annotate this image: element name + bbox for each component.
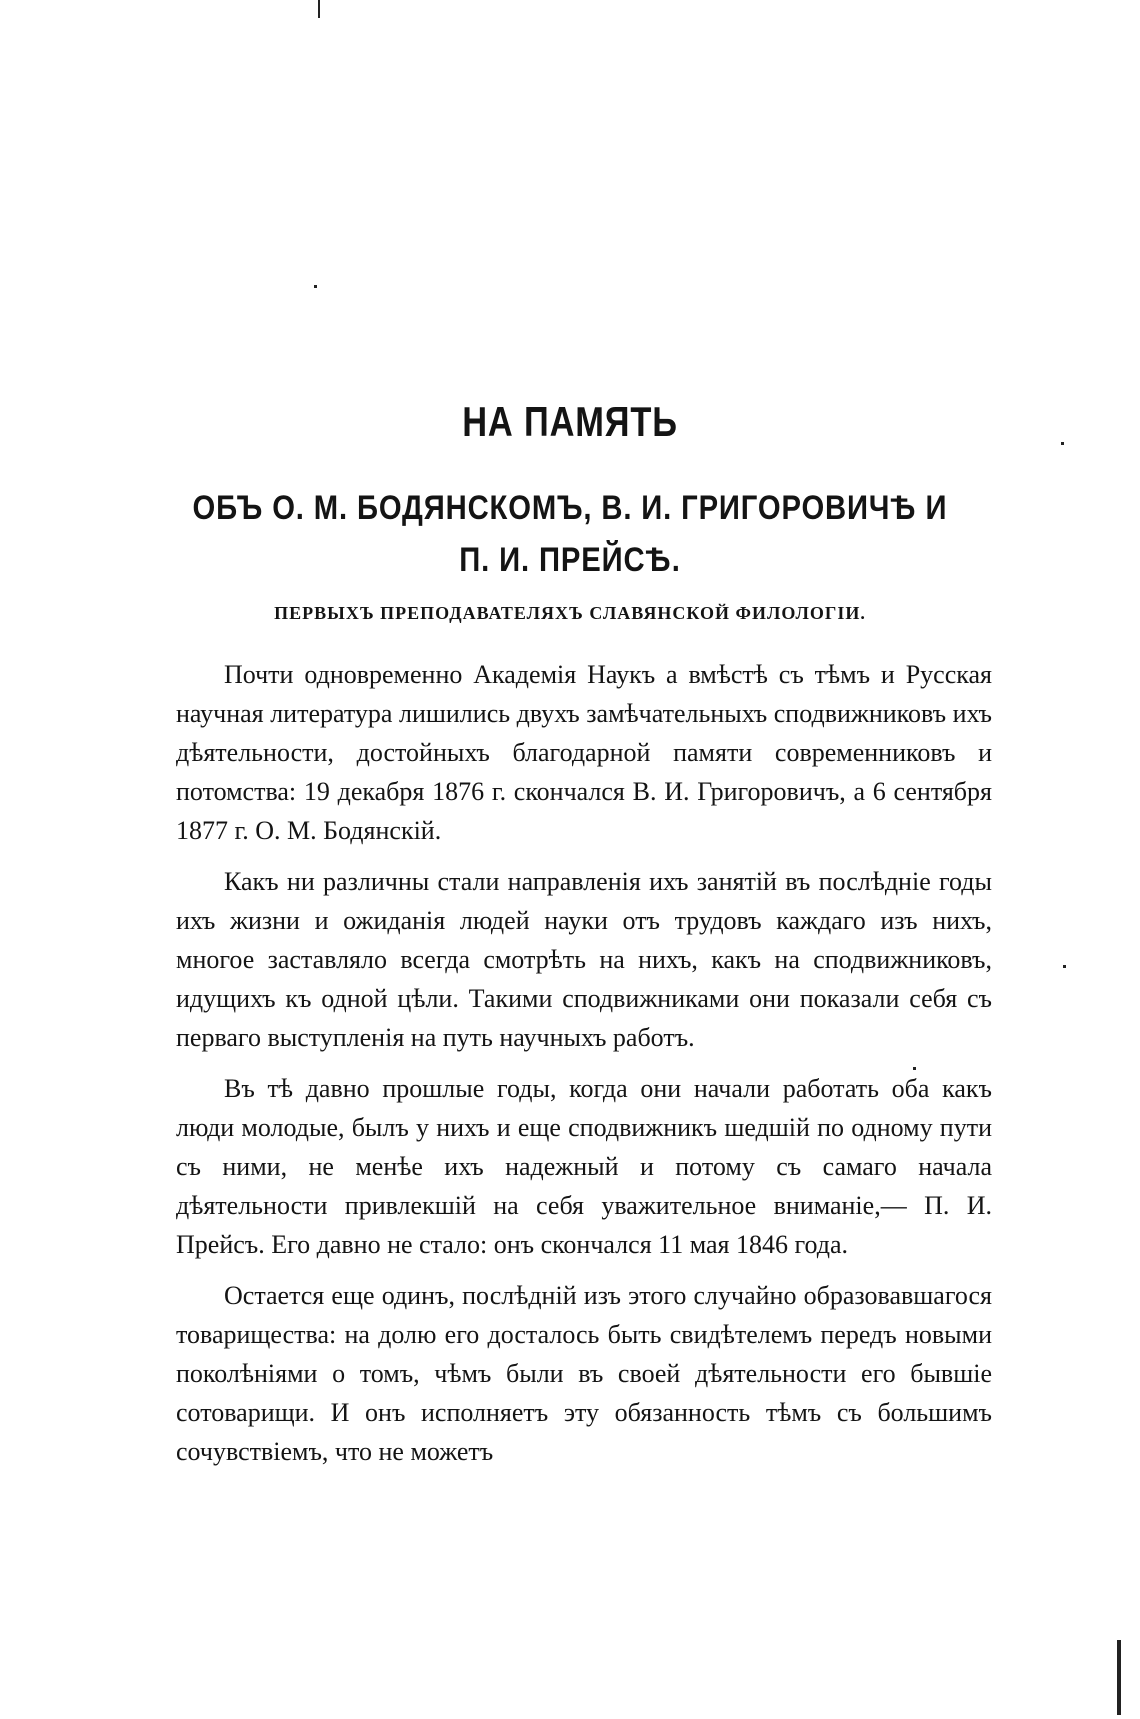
section-caption: ПЕРВЫХЪ ПРЕПОДАВАТЕЛЯХЪ СЛАВЯНСКОЙ ФИЛОЛОГІИ. — [274, 603, 866, 623]
scan-speck — [1061, 442, 1064, 445]
paragraph: Какъ ни различны стали направленія ихъ занятій въ послѣдніе годы ихъ жизни и ожиданія людей науки отъ трудовъ каждаго изъ нихъ, многое заставляло всегда смотрѣть на нихъ, какъ на сподвижниковъ, идущихъ къ одной цѣли. Такими сподвижниками они показали себя съ перваго выступленія на путь научныхъ работъ. — [176, 867, 992, 1052]
paragraph: Въ тѣ давно прошлые годы, когда они начали работать оба какъ люди молодые, былъ у нихъ и еще сподвижникъ шедшій по одному пути съ ними, не менѣе ихъ надежный и потому съ самаго начала дѣятельности привлекшій на себя уважительное вниманіе,— П. И. Прейсъ. Его давно не стало: онъ скончался 11 мая 1846 года. — [176, 1074, 992, 1259]
paragraph: Остается еще одинъ, послѣдній изъ этого случайно образовавшагося товарищества: на долю его досталось быть свидѣтелемъ передъ новыми поколѣніями о томъ, чѣмъ были въ своей дѣятельности его бывшіе сотоварищи. И онъ исполняетъ эту обязанность тѣмъ съ большимъ сочувствіемъ, что не можетъ — [176, 1281, 992, 1466]
subtitle-line-1: ОБЪ О. М. БОДЯНСКОМЪ, В. И. ГРИГОРОВИЧѢ И — [192, 489, 948, 527]
page-subtitle — [0, 482, 1140, 586]
scan-speck — [314, 285, 317, 288]
scan-speck — [1063, 965, 1066, 968]
scan-edge-mark — [1117, 1640, 1121, 1715]
paragraph: Почти одновременно Академія Наукъ а вмѣстѣ съ тѣмъ и Русская научная литература лишились двухъ замѣчательныхъ сподвижниковъ ихъ дѣятельности, достойныхъ благодарной памяти современниковъ и потомства: 19 декабря 1876 г. скончался В. И. Григоровичъ, а 6 сентября 1877 г. О. М. Бодянскій. — [176, 660, 992, 845]
subtitle-line-2: П. И. ПРЕЙСѢ. — [459, 541, 681, 579]
page-title: НА ПАМЯТЬ — [462, 398, 678, 445]
article-body — [176, 655, 992, 1483]
scan-speck — [318, 0, 320, 18]
